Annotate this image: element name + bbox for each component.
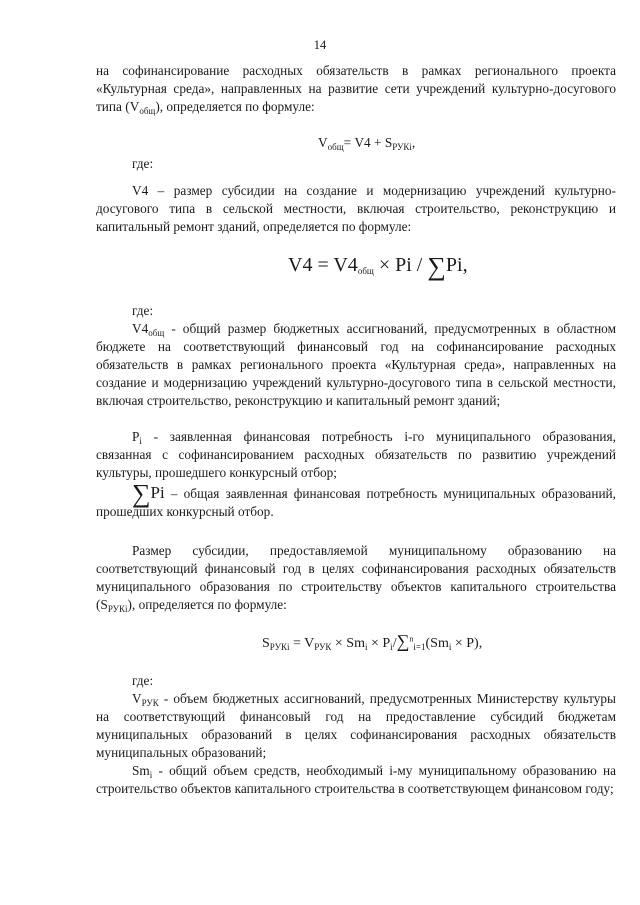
definition-v4-total <box>96 320 616 410</box>
definition-v-ruk <box>96 690 616 762</box>
definition-v4-total-text: - общий размер бюджетных ассигнований, предусмотренных в областном бюджете на соответствующий финансовый год на софинансирование расходных обязательств в рамках регионального проекта «Культурная среда», направленных на создание и модернизацию учреждений культурно-досугового типа в сельской местности, включая строительство, реконструкцию и капитальный ремонт зданий; <box>96 321 616 408</box>
paragraph-intro-text: на софинансирование расходных обязательств в рамках регионального проекта «Культурная среда», направленных на развитие сети учреждений культурно-досугового типа (V <box>96 63 616 114</box>
formula-v-total <box>318 134 415 152</box>
paragraph-intro-end: ), определяется по формуле: <box>155 99 315 114</box>
formula-v-total-end: , <box>411 135 416 150</box>
definition-sm-i-term: Sm <box>132 763 150 778</box>
definition-sum-pi-term: Pi <box>150 483 165 502</box>
definition-sm-i-text: - общий объем средств, необходимый i-му муниципальному образованию на строительство объектов капитального строительства в соответствующем финансовом году; <box>96 763 616 796</box>
formula-v4-sub: общ <box>357 266 374 276</box>
definition-v4-total-term-sub: общ <box>148 328 165 338</box>
paragraph-s-ruk-text: Размер субсидии, предоставляемой муниципальному образованию на соответствующий финансовый год в целях софинансирования расходных обязательств муниципального образования по строительству объектов капитального строительства (S <box>96 543 616 612</box>
definition-pi-text: - заявленная финансовая потребность i-го муниципального образования, связанная с софинансированием расходных обязательств по развитию учреждений культуры, прошедшего конкурсный отбор; <box>96 429 616 480</box>
formula-s-ruk-eq: = V <box>289 636 315 651</box>
page-number: 14 <box>313 38 327 52</box>
formula-v4-sigma: ∑ <box>427 252 446 281</box>
formula-v-total-lhs-sub: общ <box>327 142 344 152</box>
formula-s-ruk-sigma: ∑ <box>396 631 410 651</box>
formula-s-ruk-tail: (Sm <box>425 636 449 651</box>
formula-s-ruk-sigma-sub: i=1 <box>413 642 426 652</box>
formula-s-ruk-tail-end: × P), <box>451 636 483 651</box>
definition-sm-i-term-sub: i <box>149 770 153 780</box>
formula-s-ruk-s: S <box>262 636 270 651</box>
definition-v-ruk-term: V <box>132 691 142 706</box>
paragraph-s-ruk-sub: РУКi <box>107 604 128 614</box>
formula-s-ruk-s-sub: РУКi <box>269 642 290 652</box>
formula-v-total-lhs: V <box>318 135 328 150</box>
paragraph-intro <box>96 62 616 116</box>
formula-s-ruk-p: × P <box>367 636 391 651</box>
formula-s-ruk-p-sub: i <box>390 642 393 652</box>
formula-v4-end: Pi, <box>445 254 468 276</box>
where-label-1: где: <box>132 156 154 171</box>
formula-v4-lhs: V4 = V4 <box>288 254 358 276</box>
formula-s-ruk-sigma-sup: n <box>409 634 414 644</box>
definition-pi <box>96 428 616 482</box>
formula-s-ruk-sm-sub: i <box>364 642 368 652</box>
paragraph-s-ruk-end: ), определяется по формуле: <box>127 597 287 612</box>
formula-s-ruk <box>262 632 482 653</box>
definition-pi-term: P <box>132 429 140 444</box>
where-label-3: где: <box>132 673 154 688</box>
definition-v-ruk-term-sub: РУК <box>141 698 159 708</box>
paragraph-intro-sub: общ <box>139 106 156 116</box>
paragraph-v4-definition: V4 – размер субсидии на создание и модернизацию учреждений культурно-досугового типа в сельской местности, включая строительство, реконструкцию и капитальный ремонт зданий, определяется по формуле: <box>96 183 616 234</box>
definition-v4-total-term: V4 <box>132 321 149 336</box>
definition-v-ruk-text: - объем бюджетных ассигнований, предусмотренных Министерству культуры на соответствующий финансовый год на предоставление субсидий бюджетам муниципальных образований в целях софинансирования расходных обязательств муниципальных образований; <box>96 691 616 760</box>
definition-sum-pi-text: – общая заявленная финансовая потребность муниципальных образований, прошедших конкурсный отбор. <box>96 486 616 519</box>
formula-v-total-rhs-sub: РУКi <box>392 142 412 152</box>
formula-s-ruk-v-sub: РУК <box>314 642 332 652</box>
definition-pi-term-sub: i <box>139 436 142 446</box>
formula-s-ruk-tail-sub: i <box>448 642 452 652</box>
definition-sum-pi <box>96 479 616 521</box>
definition-sm-i <box>96 762 616 798</box>
where-label-2: где: <box>132 303 154 318</box>
formula-v-total-rhs: = V4 + S <box>343 135 393 150</box>
formula-v4-mid: × Pi / <box>373 254 428 276</box>
paragraph-s-ruk <box>96 542 616 614</box>
definition-sum-pi-sigma: ∑ <box>132 479 151 508</box>
formula-s-ruk-sm: × Sm <box>331 636 365 651</box>
formula-s-ruk-slash: / <box>392 636 397 651</box>
formula-v4 <box>288 252 468 281</box>
